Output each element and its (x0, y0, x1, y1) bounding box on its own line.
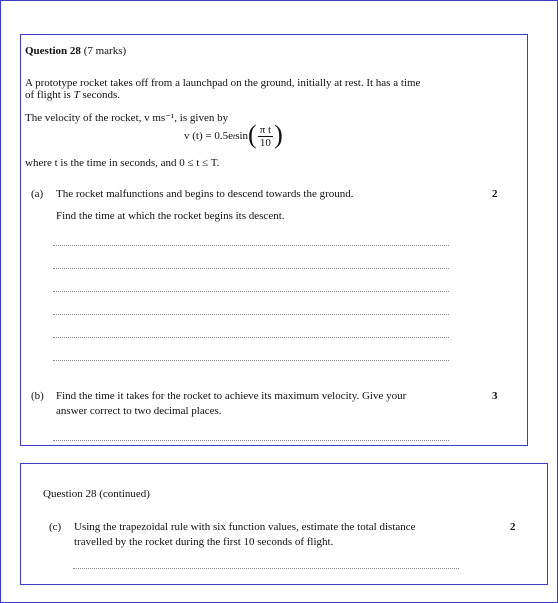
velocity-equation: v (t) = 0.5e t sin ( $\frac{\text{π t}}{10}$ ) (184, 120, 283, 149)
part-a-line-1: The rocket malfunctions and begins to descend towards the ground. (56, 188, 354, 200)
answer-line[interactable] (53, 314, 449, 315)
velocity-line: The velocity of the rocket, v ms⁻¹, is given by (25, 112, 229, 124)
part-b-line-2: answer correct to two decimal places. (56, 405, 222, 417)
question-marks: (7 marks) (83, 45, 127, 57)
part-c-line-2: travelled by the rocket during the first 10 seconds of flight. (74, 536, 334, 548)
answer-line[interactable] (53, 268, 449, 269)
part-b-marks: 3 (492, 390, 498, 402)
question-title: Question 28 (25, 45, 81, 57)
question-heading (25, 45, 126, 57)
intro-line-2: of flight is T seconds. (25, 89, 121, 101)
where-line: where t is the time in seconds, and 0 ≤ t ≤ T. (25, 157, 220, 169)
answer-line[interactable] (73, 568, 459, 569)
part-b-line-1: Find the time it takes for the rocket to achieve its maximum velocity. Give your (56, 390, 407, 402)
equation-fraction: $\frac{\text{π t}}{10}$ (259, 123, 272, 149)
part-c-line-1: Using the trapezoidal rule with six function values, estimate the total distance (74, 521, 416, 533)
part-a-label: (a) (31, 188, 44, 200)
part-c-marks: 2 (510, 521, 516, 533)
question-28-panel (20, 34, 528, 446)
answer-line[interactable] (53, 337, 449, 338)
answer-line[interactable] (53, 440, 449, 441)
question-28-continued-panel (20, 463, 548, 585)
part-a-marks: 2 (492, 188, 498, 200)
part-c-label: (c) (49, 521, 62, 533)
answer-line[interactable] (53, 245, 449, 246)
answer-line[interactable] (53, 291, 449, 292)
part-b-label: (b) (31, 390, 44, 402)
part-a-line-2: Find the time at which the rocket begins its descent. (56, 210, 285, 222)
intro-line-1: A prototype rocket takes off from a launchpad on the ground, initially at rest. It has a time (25, 77, 421, 89)
answer-line[interactable] (53, 360, 449, 361)
continued-title: Question 28 (continued) (43, 488, 150, 500)
